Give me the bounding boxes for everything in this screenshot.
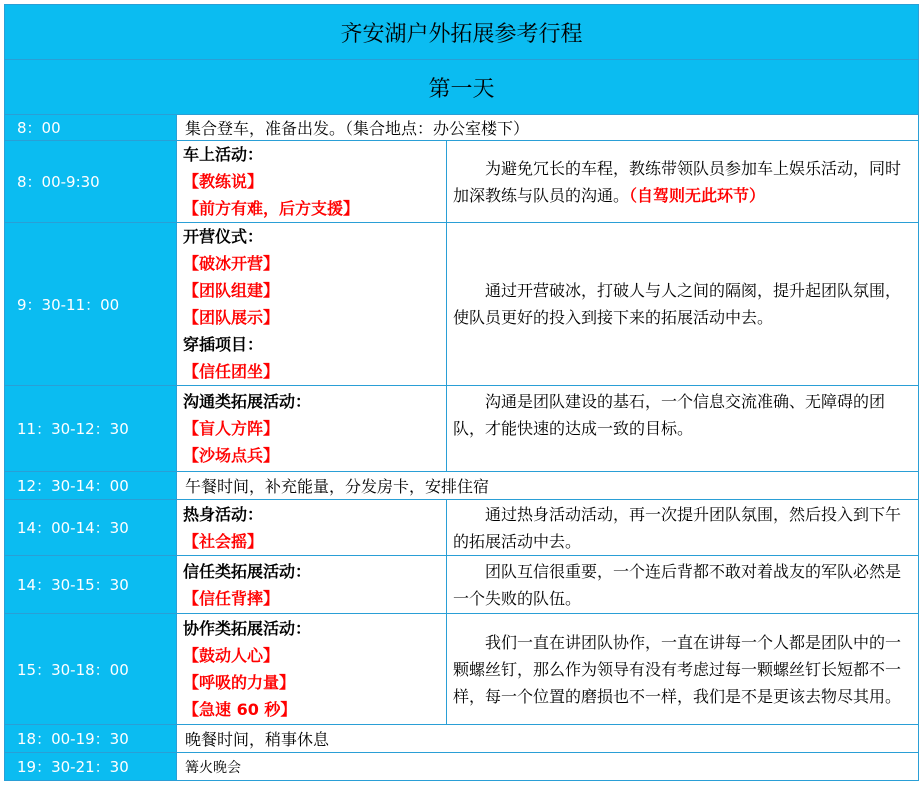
day-cell [5, 60, 919, 115]
activity-item: 【急速 60 秒】 [183, 700, 297, 719]
activity-cell [177, 500, 447, 556]
time-cell: 19：30-21：30 [5, 753, 177, 781]
activity-item: 【前方有难，后方支援】 [183, 199, 360, 218]
activity-item: 【鼓动人心】 [183, 646, 280, 665]
title-cell [5, 5, 919, 60]
time-cell: 9：30-11：00 [5, 223, 177, 386]
activity-item: 【教练说】 [183, 172, 264, 191]
time-cell: 8：00-9:30 [5, 141, 177, 223]
day-heading: 第一天 [428, 76, 495, 102]
activity-item: 【信任团坐】 [183, 362, 280, 381]
schedule-text: 篝火晚会 [177, 753, 919, 781]
time-cell: 8：00 [5, 115, 177, 141]
activity-label: 车上活动： [183, 145, 264, 164]
itinerary-table [4, 4, 919, 781]
activity-label: 开营仪式： [183, 227, 264, 246]
activity-item: 【破冰开营】 [183, 254, 280, 273]
activity-item: 【沙场点兵】 [183, 446, 280, 465]
activity-cell [177, 223, 447, 386]
description-note: （自驾则无此环节） [629, 185, 766, 205]
time-cell: 15：30-18：00 [5, 614, 177, 725]
itinerary-sheet [4, 4, 918, 781]
activity-label: 协作类拓展活动： [183, 619, 312, 638]
activity-cell [177, 386, 447, 472]
activity-item: 【呼吸的力量】 [183, 673, 296, 692]
activity-cell [177, 141, 447, 223]
activity-label: 穿插项目： [183, 335, 264, 354]
time-cell: 14：30-15：30 [5, 556, 177, 614]
page-title: 齐安湖户外拓展参考行程 [340, 21, 583, 47]
description-text: 为避免冗长的车程，教练带领队员参加车上娱乐活动，同时加深教练与队员的沟通。 [453, 158, 902, 205]
activity-item: 【团队展示】 [183, 308, 280, 327]
description-cell: 通过热身活动活动，再一次提升团队氛围，然后投入到下午的拓展活动中去。 [447, 500, 919, 556]
activity-label: 热身活动： [183, 504, 264, 524]
time-cell: 14：00-14：30 [5, 500, 177, 556]
description-cell [447, 141, 919, 223]
schedule-text: 晚餐时间，稍事休息 [177, 725, 919, 753]
activity-cell [177, 556, 447, 614]
activity-item: 【盲人方阵】 [183, 419, 280, 438]
description-cell: 通过开营破冰，打破人与人之间的隔阂，提升起团队氛围，使队员更好的投入到接下来的拓展活动中去。 [447, 223, 919, 386]
activity-item: 【团队组建】 [183, 281, 280, 300]
time-cell: 11：30-12：30 [5, 386, 177, 472]
activity-label: 沟通类拓展活动： [183, 392, 312, 411]
schedule-text: 集合登车，准备出发。（集合地点：办公室楼下） [177, 115, 919, 141]
activity-item: 【信任背摔】 [183, 588, 280, 608]
description-cell: 我们一直在讲团队协作，一直在讲每一个人都是团队中的一颗螺丝钉，那么作为领导有没有考虑过每一颗螺丝钉长短都不一样，每一个位置的磨损也不一样，我们是不是更该去物尽其用。 [447, 614, 919, 725]
description-cell: 沟通是团队建设的基石，一个信息交流准确、无障碍的团队，才能快速的达成一致的目标。 [447, 386, 919, 472]
time-cell: 12：30-14：00 [5, 472, 177, 500]
activity-cell [177, 614, 447, 725]
activity-item: 【社会摇】 [183, 531, 264, 551]
description-cell: 团队互信很重要，一个连后背都不敢对着战友的军队必然是一个失败的队伍。 [447, 556, 919, 614]
activity-label: 信任类拓展活动： [183, 561, 312, 581]
schedule-text: 午餐时间，补充能量，分发房卡，安排住宿 [177, 472, 919, 500]
time-cell: 18：00-19：30 [5, 725, 177, 753]
